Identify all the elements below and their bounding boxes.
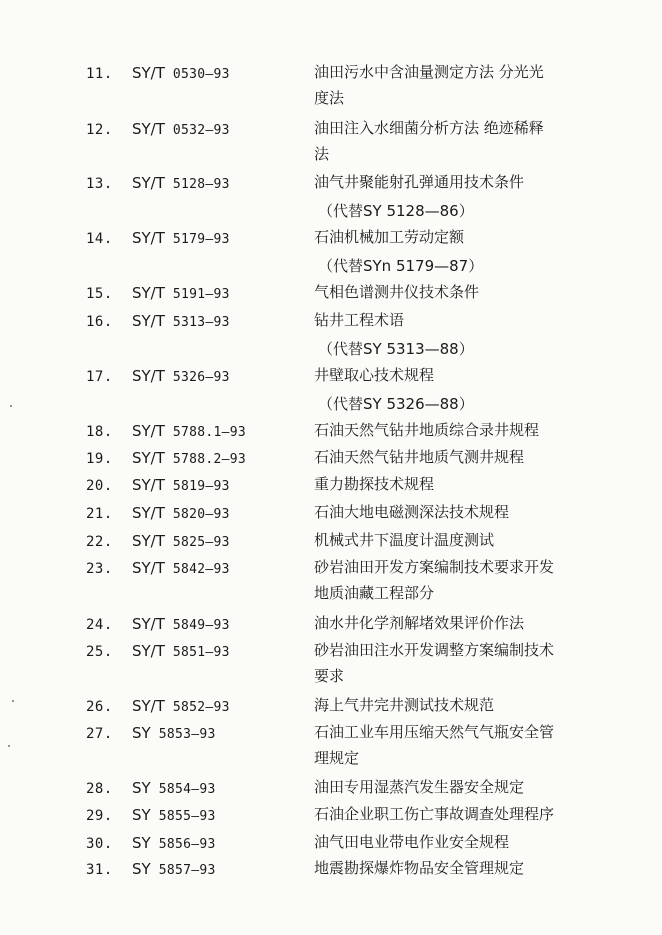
entry-number: 12. (86, 122, 113, 138)
entry-number: 27. (86, 726, 113, 742)
entry-number: 13. (86, 176, 113, 192)
standard-title (314, 499, 644, 525)
standard-title-line: 石油天然气钻井地质综合录井规程 (314, 421, 540, 439)
entry-number: 20. (86, 478, 113, 494)
standard-prefix: SY/T (132, 422, 165, 440)
standard-title-line: 井壁取心技术规程 (314, 366, 435, 384)
standard-number (132, 449, 246, 467)
standard-title-line: 重力勘探技术规程 (314, 475, 435, 493)
standard-number (132, 559, 230, 577)
standard-prefix: SY/T (132, 174, 165, 192)
entry-number: 21. (86, 506, 113, 522)
standard-number (132, 779, 216, 797)
standard-title-line: 油气井聚能射孔弹通用技术条件 (314, 173, 525, 191)
standard-title-line: 油田注入水细菌分析方法 绝迹稀释 (314, 119, 544, 137)
standard-number (132, 120, 230, 138)
standard-number (132, 422, 246, 440)
standard-code: 5788.2—93 (172, 452, 247, 467)
entry-number: 14. (86, 231, 113, 247)
standard-prefix: SY/T (132, 697, 165, 715)
standard-title (314, 692, 644, 718)
standard-code: 5855—93 (158, 809, 216, 824)
entry-number: 17. (86, 369, 113, 385)
standard-code: 0530—93 (172, 67, 230, 82)
standard-title (314, 59, 644, 111)
standard-number (132, 504, 230, 522)
standard-number (132, 860, 216, 878)
standard-number (132, 229, 230, 247)
standard-code: 5313—93 (172, 315, 230, 330)
standard-title-line: 度法 (314, 89, 345, 107)
standard-title (314, 554, 644, 606)
standard-prefix: SY (132, 724, 151, 742)
standard-title-line: 石油天然气钻井地质气测井规程 (314, 448, 525, 466)
standard-code: 5853—93 (158, 727, 216, 742)
standard-title (314, 362, 644, 388)
standard-code: 5851—93 (172, 645, 230, 660)
standard-title (314, 801, 644, 827)
standard-code: 5819—93 (172, 479, 230, 494)
standard-prefix: SY/T (132, 284, 165, 302)
standard-prefix: SY/T (132, 532, 165, 550)
scan-speck (12, 700, 14, 702)
standard-title-line: 石油企业职工伤亡事故调查处理程序 (314, 805, 555, 823)
standard-prefix: SY/T (132, 559, 165, 577)
standard-title-line: 钻井工程术语 (314, 311, 405, 329)
entry-number: 16. (86, 314, 113, 330)
standard-title (314, 279, 644, 305)
standard-prefix: SY/T (132, 229, 165, 247)
standard-title (314, 637, 644, 689)
standard-code: 5852—93 (172, 700, 230, 715)
entry-number: 19. (86, 451, 113, 467)
standard-prefix: SY/T (132, 64, 165, 82)
standard-prefix: SY/T (132, 615, 165, 633)
standard-title (314, 224, 644, 250)
standard-title-line: 理规定 (314, 749, 360, 767)
standard-prefix: SY (132, 779, 151, 797)
standard-prefix: SY/T (132, 476, 165, 494)
standard-title-line: 石油工业车用压缩天然气气瓶安全管 (314, 723, 555, 741)
standard-code: 0532—93 (172, 123, 230, 138)
standard-number (132, 312, 230, 330)
standard-title (314, 610, 644, 636)
standard-number (132, 64, 230, 82)
standard-number (132, 476, 230, 494)
standard-code: 5820—93 (172, 507, 230, 522)
entry-number: 29. (86, 808, 113, 824)
standard-prefix: SY/T (132, 120, 165, 138)
standard-title-line: 地质油藏工程部分 (314, 584, 435, 602)
standard-number (132, 367, 230, 385)
entry-number: 23. (86, 561, 113, 577)
standard-number (132, 615, 230, 633)
entry-number: 11. (86, 66, 113, 82)
standard-number (132, 806, 216, 824)
standard-title (314, 417, 644, 443)
replaces-note: （代替SYn 5179—87） (318, 257, 484, 275)
standard-title-line: 机械式井下温度计温度测试 (314, 531, 495, 549)
standard-title (314, 169, 644, 195)
standard-title-line: 地震勘探爆炸物品安全管理规定 (314, 859, 525, 877)
standard-title (314, 719, 644, 771)
standard-title (314, 307, 644, 333)
standard-code: 5825—93 (172, 535, 230, 550)
standard-title-line: 气相色谱测井仪技术条件 (314, 283, 480, 301)
replaces-note: （代替SY 5128—86） (318, 202, 474, 220)
standard-title (314, 527, 644, 553)
replaces-note: （代替SY 5326—88） (318, 395, 474, 413)
entry-number: 30. (86, 836, 113, 852)
standard-title (314, 444, 644, 470)
standard-title-line: 石油大地电磁测深法技术规程 (314, 503, 510, 521)
standard-title-line: 砂岩油田开发方案编制技术要求开发 (314, 558, 555, 576)
standard-code: 5849—93 (172, 618, 230, 633)
scan-speck (8, 745, 10, 747)
entry-number: 22. (86, 534, 113, 550)
standard-title-line: 海上气井完井测试技术规范 (314, 696, 495, 714)
scan-speck (10, 405, 12, 407)
standard-title (314, 829, 644, 855)
standard-code: 5854—93 (158, 782, 216, 797)
standard-code: 5856—93 (158, 837, 216, 852)
standard-title (314, 115, 644, 167)
standard-code: 5842—93 (172, 562, 230, 577)
entry-number: 18. (86, 424, 113, 440)
standard-code: 5128—93 (172, 177, 230, 192)
standard-title (314, 471, 644, 497)
standard-code: 5191—93 (172, 287, 230, 302)
standard-code: 5788.1—93 (172, 425, 247, 440)
standard-code: 5326—93 (172, 370, 230, 385)
standard-title-line: 油气田电业带电作业安全规程 (314, 833, 510, 851)
standard-number (132, 724, 216, 742)
standard-title-line: 要求 (314, 667, 345, 685)
standard-number (132, 532, 230, 550)
standard-prefix: SY (132, 806, 151, 824)
standard-prefix: SY/T (132, 642, 165, 660)
standard-number (132, 284, 230, 302)
entry-number: 25. (86, 644, 113, 660)
standard-prefix: SY/T (132, 367, 165, 385)
standard-code: 5857—93 (158, 863, 216, 878)
standard-title (314, 774, 644, 800)
entry-number: 15. (86, 286, 113, 302)
standard-title-line: 油水井化学剂解堵效果评价作法 (314, 614, 525, 632)
standard-prefix: SY/T (132, 449, 165, 467)
entry-number: 28. (86, 781, 113, 797)
standard-prefix: SY/T (132, 312, 165, 330)
entry-number: 26. (86, 699, 113, 715)
standard-title-line: 油田污水中含油量测定方法 分光光 (314, 63, 544, 81)
standard-prefix: SY/T (132, 504, 165, 522)
standard-code: 5179—93 (172, 232, 230, 247)
standard-prefix: SY (132, 834, 151, 852)
standard-number (132, 174, 230, 192)
standard-title-line: 油田专用湿蒸汽发生器安全规定 (314, 778, 525, 796)
standard-number (132, 642, 230, 660)
standard-title-line: 砂岩油田注水开发调整方案编制技术 (314, 641, 555, 659)
standard-prefix: SY (132, 860, 151, 878)
standard-number (132, 834, 216, 852)
standard-number (132, 697, 230, 715)
standard-title-line: 法 (314, 145, 330, 163)
entry-number: 24. (86, 617, 113, 633)
standard-title (314, 855, 644, 881)
standard-title-line: 石油机械加工劳动定额 (314, 228, 465, 246)
replaces-note: （代替SY 5313—88） (318, 340, 474, 358)
entry-number: 31. (86, 862, 113, 878)
